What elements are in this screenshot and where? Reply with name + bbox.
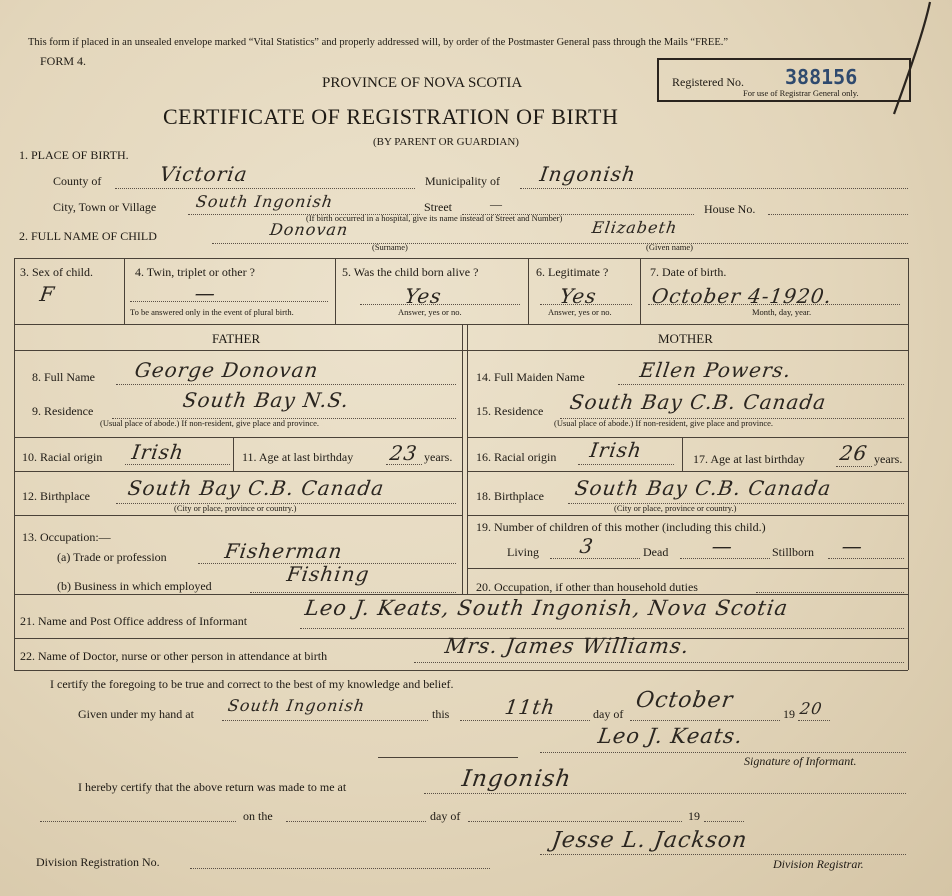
house-no-line	[768, 214, 908, 215]
division-registrar-caption: Division Registrar.	[773, 857, 864, 871]
mother-occupation-line	[756, 592, 904, 593]
dob-note: Month, day, year.	[752, 307, 812, 317]
father-racial-value: Irish	[130, 440, 186, 464]
child-name-line	[212, 243, 908, 244]
informant-signature-caption: Signature of Informant.	[744, 754, 857, 768]
father-racial-label: 10. Racial origin	[22, 450, 103, 464]
mother-name-line	[618, 384, 904, 385]
county-label: County of	[53, 174, 102, 188]
mother-birthplace-value: South Bay C.B. Canada	[573, 476, 833, 500]
father-residence-value: South Bay N.S.	[181, 388, 351, 412]
father-age-label: 11. Age at last birthday	[242, 450, 354, 464]
month-line	[630, 720, 780, 721]
street-value: —	[490, 197, 502, 211]
twin-note: To be answered only in the event of plural birth.	[130, 307, 294, 317]
mother-age-label: 17. Age at last birthday	[693, 452, 805, 466]
twin-value: —	[193, 281, 218, 305]
mother-rule-1	[467, 437, 908, 438]
mother-birthplace-label: 18. Birthplace	[476, 489, 544, 503]
informant-top-rule	[14, 594, 908, 595]
city-value: South Ingonish	[194, 192, 335, 211]
month-value: October	[634, 688, 735, 713]
mother-age-divider	[682, 437, 683, 471]
registered-label: Registered No.	[672, 75, 744, 89]
mother-name-label: 14. Full Maiden Name	[476, 370, 585, 384]
on-the-lead-line	[40, 821, 236, 822]
grid-top-rule	[14, 258, 908, 259]
day-line	[460, 720, 590, 721]
mother-heading: MOTHER	[658, 331, 713, 346]
left-border	[14, 258, 15, 670]
year-line	[798, 720, 830, 721]
form-bottom-rule	[14, 670, 908, 671]
grid-bottom-rule	[14, 324, 908, 325]
mother-occupation-label: 20. Occupation, if other than household duties	[476, 580, 698, 594]
informant-value: Leo J. Keats, South Ingonish, Nova Scotia	[303, 596, 790, 620]
hospital-note: (If birth occurred in a hospital, give its name instead of Street and Number)	[306, 213, 563, 223]
parents-heading-rule	[14, 350, 908, 351]
informant-signature-line	[540, 752, 906, 753]
registrar-day-of-label: day of	[430, 809, 461, 823]
registrar-year-line	[704, 821, 744, 822]
registrar-place-line	[424, 793, 906, 794]
father-business-line	[250, 592, 456, 593]
given-caption: (Given name)	[646, 242, 693, 252]
legit-label: 6. Legitimate ?	[536, 265, 609, 279]
on-the-label: on the	[243, 809, 273, 823]
living-line	[550, 558, 640, 559]
street-label: Street	[424, 200, 452, 214]
informant-label: 21. Name and Post Office address of Informant	[20, 614, 248, 628]
father-residence-label: 9. Residence	[32, 404, 94, 418]
place-of-birth-heading: 1. PLACE OF BIRTH.	[19, 148, 129, 162]
parents-center-divider	[462, 324, 463, 594]
municipality-line	[520, 188, 908, 189]
mother-children-label: 19. Number of children of this mother (including this child.)	[476, 520, 766, 534]
mother-residence-note: (Usual place of abode.) If non-resident, give place and province.	[554, 418, 774, 428]
col-divider-3	[528, 258, 529, 324]
dead-value: —	[710, 534, 735, 558]
father-trade-label: (a) Trade or profession	[57, 550, 167, 564]
sex-value: F	[38, 282, 57, 306]
given-label: Given under my hand at	[78, 707, 194, 721]
registrar-year-prefix: 19	[688, 809, 700, 823]
day-of-label: day of	[593, 707, 624, 721]
alive-note: Answer, yes or no.	[398, 307, 462, 317]
father-business-label: (b) Business in which employed	[57, 579, 212, 593]
dob-value: October 4-1920.	[650, 284, 834, 308]
mother-age-line	[836, 466, 872, 467]
dob-line	[648, 304, 900, 305]
father-age-divider	[233, 437, 234, 471]
municipality-label: Municipality of	[425, 174, 500, 188]
registrar-day-line	[286, 821, 426, 822]
doctor-value: Mrs. James Williams.	[443, 634, 692, 658]
father-occupation-label: 13. Occupation:—	[22, 530, 111, 544]
mother-rule-3	[467, 515, 908, 516]
informant-signature: Leo J. Keats.	[596, 724, 745, 748]
parents-center-divider-2	[467, 324, 468, 594]
father-racial-line	[125, 464, 230, 465]
given-place-value: South Ingonish	[226, 696, 367, 715]
mother-years-label: years.	[874, 452, 903, 466]
father-birthplace-note: (City or place, province or country.)	[174, 503, 297, 513]
registrar-place-value: Ingonish	[460, 766, 574, 792]
twin-label: 4. Twin, triplet or other ?	[135, 265, 255, 279]
twin-line	[130, 301, 328, 302]
col-divider-4	[640, 258, 641, 324]
mother-racial-label: 16. Racial origin	[476, 450, 557, 464]
alive-label: 5. Was the child born alive ?	[342, 265, 479, 279]
mother-residence-label: 15. Residence	[476, 404, 544, 418]
legit-line	[540, 304, 632, 305]
registrar-signature: Jesse L. Jackson	[550, 828, 750, 853]
sex-label: 3. Sex of child.	[20, 265, 93, 279]
child-surname: Donovan	[268, 220, 350, 239]
father-name-value: George Donovan	[133, 358, 321, 382]
this-label: this	[432, 707, 450, 721]
father-rule-1	[14, 437, 462, 438]
father-residence-note: (Usual place of abode.) If non-resident, give place and province.	[100, 418, 320, 428]
certificate-title: CERTIFICATE OF REGISTRATION OF BIRTH	[163, 104, 619, 129]
division-registration-label: Division Registration No.	[36, 855, 160, 869]
alive-value: Yes	[403, 284, 444, 308]
father-age-value: 23	[388, 441, 420, 465]
form-number: FORM 4.	[40, 54, 87, 68]
stillborn-value: —	[840, 534, 865, 558]
registrar-signature-line	[540, 854, 906, 855]
given-place-line	[222, 720, 428, 721]
mother-racial-line	[578, 464, 674, 465]
registrar-month-line	[468, 821, 682, 822]
signature-rule	[378, 757, 518, 758]
province-heading: PROVINCE OF NOVA SCOTIA	[322, 75, 523, 91]
year-value: 20	[798, 699, 824, 718]
registrar-note: For use of Registrar General only.	[743, 88, 859, 98]
stillborn-label: Stillborn	[772, 545, 815, 559]
mother-rule-4	[467, 568, 908, 569]
father-birthplace-value: South Bay C.B. Canada	[126, 476, 386, 500]
father-business-value: Fishing	[285, 562, 372, 586]
division-registration-line	[190, 868, 490, 869]
father-trade-value: Fisherman	[223, 539, 345, 563]
doctor-label: 22. Name of Doctor, nurse or other person in attendance at birth	[20, 649, 328, 663]
father-name-line	[116, 384, 456, 385]
mother-birthplace-note: (City or place, province or country.)	[614, 503, 737, 513]
father-years-label: years.	[424, 450, 453, 464]
doctor-line	[414, 662, 904, 663]
col-divider-1	[124, 258, 125, 324]
mother-racial-value: Irish	[588, 438, 644, 462]
county-line	[115, 188, 415, 189]
stillborn-line	[828, 558, 904, 559]
registrar-certify-statement: I hereby certify that the above return was made to me at	[78, 780, 347, 794]
col-divider-2	[335, 258, 336, 324]
father-birthplace-label: 12. Birthplace	[22, 489, 90, 503]
father-heading: FATHER	[212, 331, 261, 346]
living-value: 3	[578, 534, 596, 558]
postal-notice: This form if placed in an unsealed envelope marked “Vital Statistics” and properly addressed will, by order of the Postmaster General pass through the Mails “FREE.”	[28, 37, 729, 48]
right-border	[908, 258, 909, 670]
year-prefix: 19	[783, 707, 795, 721]
dead-line	[680, 558, 770, 559]
mother-name-value: Ellen Powers.	[638, 358, 793, 382]
alive-line	[360, 304, 520, 305]
pen-stroke-mark	[880, 0, 940, 120]
living-label: Living	[507, 545, 539, 559]
child-name-label: 2. FULL NAME OF CHILD	[19, 229, 157, 243]
mother-rule-2	[467, 471, 908, 472]
father-rule-2	[14, 471, 462, 472]
father-name-label: 8. Full Name	[32, 370, 95, 384]
surname-caption: (Surname)	[372, 242, 408, 252]
municipality-value: Ingonish	[538, 162, 638, 186]
father-rule-3	[14, 515, 462, 516]
dead-label: Dead	[643, 545, 669, 559]
house-no-label: House No.	[704, 202, 756, 216]
registered-number: 388156	[785, 65, 858, 89]
mother-residence-value: South Bay C.B. Canada	[568, 390, 828, 414]
certificate-subtitle: (BY PARENT OR GUARDIAN)	[373, 136, 519, 148]
child-given-name: Elizabeth	[590, 218, 679, 237]
legit-value: Yes	[558, 284, 599, 308]
city-label: City, Town or Village	[53, 200, 157, 214]
certify-statement: I certify the foregoing to be true and correct to the best of my knowledge and belief.	[50, 677, 454, 691]
county-value: Victoria	[158, 162, 250, 186]
legit-note: Answer, yes or no.	[548, 307, 612, 317]
mother-age-value: 26	[838, 441, 870, 465]
dob-label: 7. Date of birth.	[650, 265, 727, 279]
day-value: 11th	[503, 695, 558, 719]
informant-line	[300, 628, 904, 629]
